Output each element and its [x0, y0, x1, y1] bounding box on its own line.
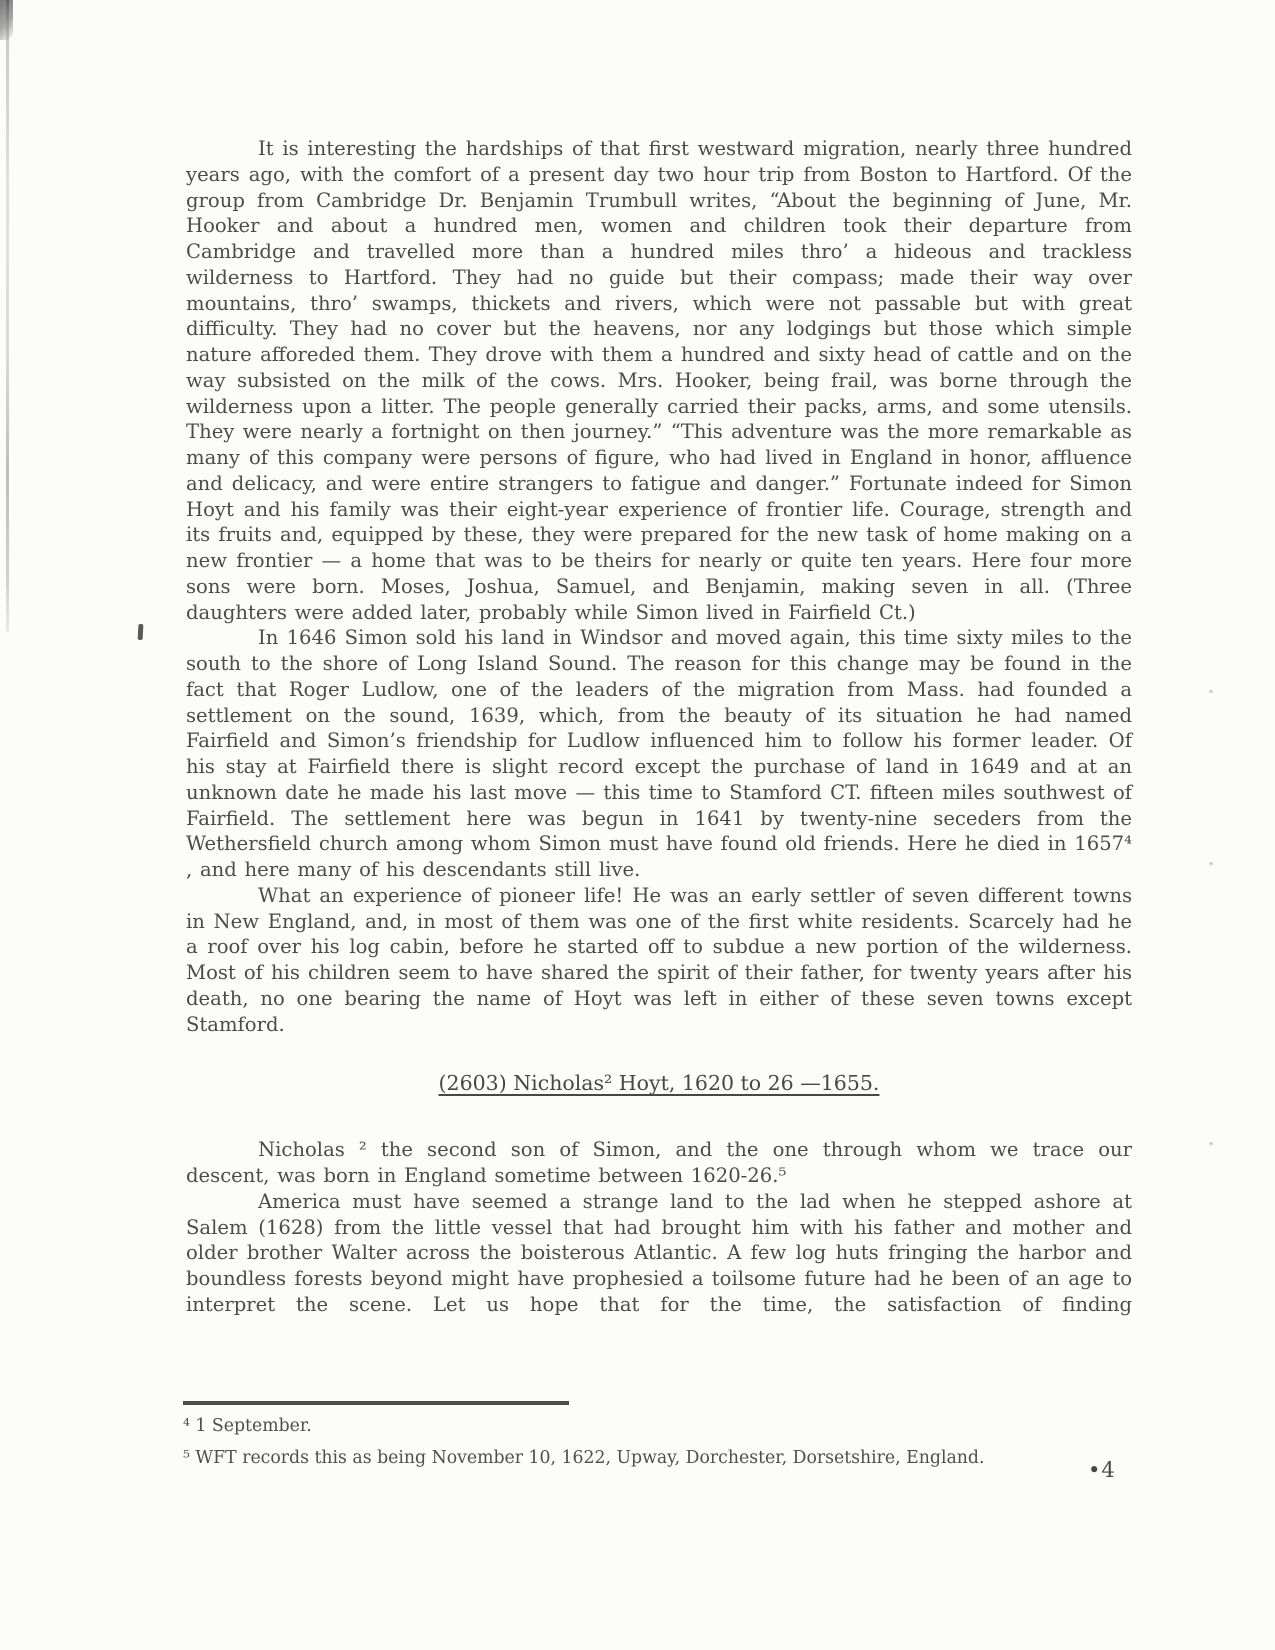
scan-artifact-corner-smudge [0, 0, 13, 40]
page-body [186, 136, 1132, 1318]
body-paragraph-pioneer-life: What an experience of pioneer life! He was an early settler of seven different towns in New England, and, in most of them was one of the first white residents. Scarcely had he a roof over his log cabin, before he started off to subdue a new portion of the wilderness. Most of his children seem to have shared the spirit of their father, for twenty years after his death, no one bearing the name of Hoyt was left in either of these seven towns except Stamford. [186, 883, 1132, 1036]
scan-artifact-left-edge [6, 0, 9, 632]
page-number: •4 [1088, 1458, 1116, 1482]
footnote-divider [183, 1401, 569, 1405]
scan-artifact-right-speck [1209, 862, 1213, 865]
section-heading [186, 1071, 1132, 1095]
body-paragraph-migration: It is interesting the hardships of that first westward migration, nearly three hundred years ago, with the comfort of a present day two hour trip from Boston to Hartford. Of the group from Cambridge Dr. Benjamin Trumbull writes, “About the beginning of June, Mr. Hooker and about a hundred men, women and children took their departure from Cambridge and travelled more than a hundred miles thro’ a hideous and trackless wilderness to Hartford. They had no guide but their compass; made their way over mountains, thro’ swamps, thickets and rivers, which were not passable but with great difficulty. They had no cover but the heavens, nor any lodgings but those which simple nature afforeded them. They drove with them a hundred and sixty head of cattle and on the way subsisted on the milk of the cows. Mrs. Hooker, being frail, was borne through the wilderness upon a litter. The people generally carried their packs, arms, and some utensils. They were nearly a fortnight on then journey.” “This adventure was the more remarkable as many of this company were persons of figure, who had lived in England in honor, affluence and delicacy, and were entire strangers to fatigue and danger.” Fortunate indeed for Simon Hoyt and his family was their eight-year experience of frontier life. Courage, strength and its fruits and, equipped by these, they were prepared for the new task of home making on a new frontier — a home that was to be theirs for nearly or quite ten years. Here four more sons were born. Moses, Joshua, Samuel, and Benjamin, making seven in all. (Three daughters were added later, probably while Simon lived in Fairfield Ct.) [186, 137, 1132, 624]
body-paragraph-america-arrival: America must have seemed a strange land to the lad when he stepped ashore at Salem (1628) from the little vessel that had brought him with his father and mother and older brother Walter across the boisterous Atlantic. A few log huts fringing the harbor and boundless forests beyond might have prophesied a toilsome future had he been of an age to interpret the scene. Let us hope that for the time, the satisfaction of finding [186, 1189, 1132, 1316]
footnote-4: ⁴ 1 September. [183, 1416, 312, 1436]
scan-artifact-ink-speck [138, 624, 144, 640]
body-paragraph-nicholas-birth: Nicholas ² the second son of Simon, and the one through whom we trace our descent, was born in England sometime between 1620-26.⁵ [186, 1138, 1132, 1187]
scan-artifact-right-speck [1209, 1142, 1213, 1145]
footnote-block [183, 1401, 1129, 1476]
section-heading-text: (2603) Nicholas² Hoyt, 1620 to 26 —1655. [438, 1071, 880, 1096]
body-paragraph-windsor-move: In 1646 Simon sold his land in Windsor and moved again, this time sixty miles to the south to the shore of Long Island Sound. The reason for this change may be found in the fact that Roger Ludlow, one of the leaders of the migration from Mass. had founded a settlement on the sound, 1639, which, from the beauty of its situation he had named Fairfield and Simon’s friendship for Ludlow influenced him to follow his former leader. Of his stay at Fairfield there is slight record except the purchase of land in 1649 and at an unknown date he made his last move — this time to Stamford CT. fifteen miles southwest of Fairfield. The settlement here was begun in 1641 by twenty-nine seceders from the Wethersfield church among whom Simon must have found old friends. Here he died in 1657⁴ , and here many of his descendants still live. [186, 626, 1132, 881]
footnote-5: ⁵ WFT records this as being November 10, 1622, Upway, Dorchester, Dorsetshire, England. [183, 1448, 985, 1468]
scan-artifact-right-speck [1209, 690, 1213, 693]
